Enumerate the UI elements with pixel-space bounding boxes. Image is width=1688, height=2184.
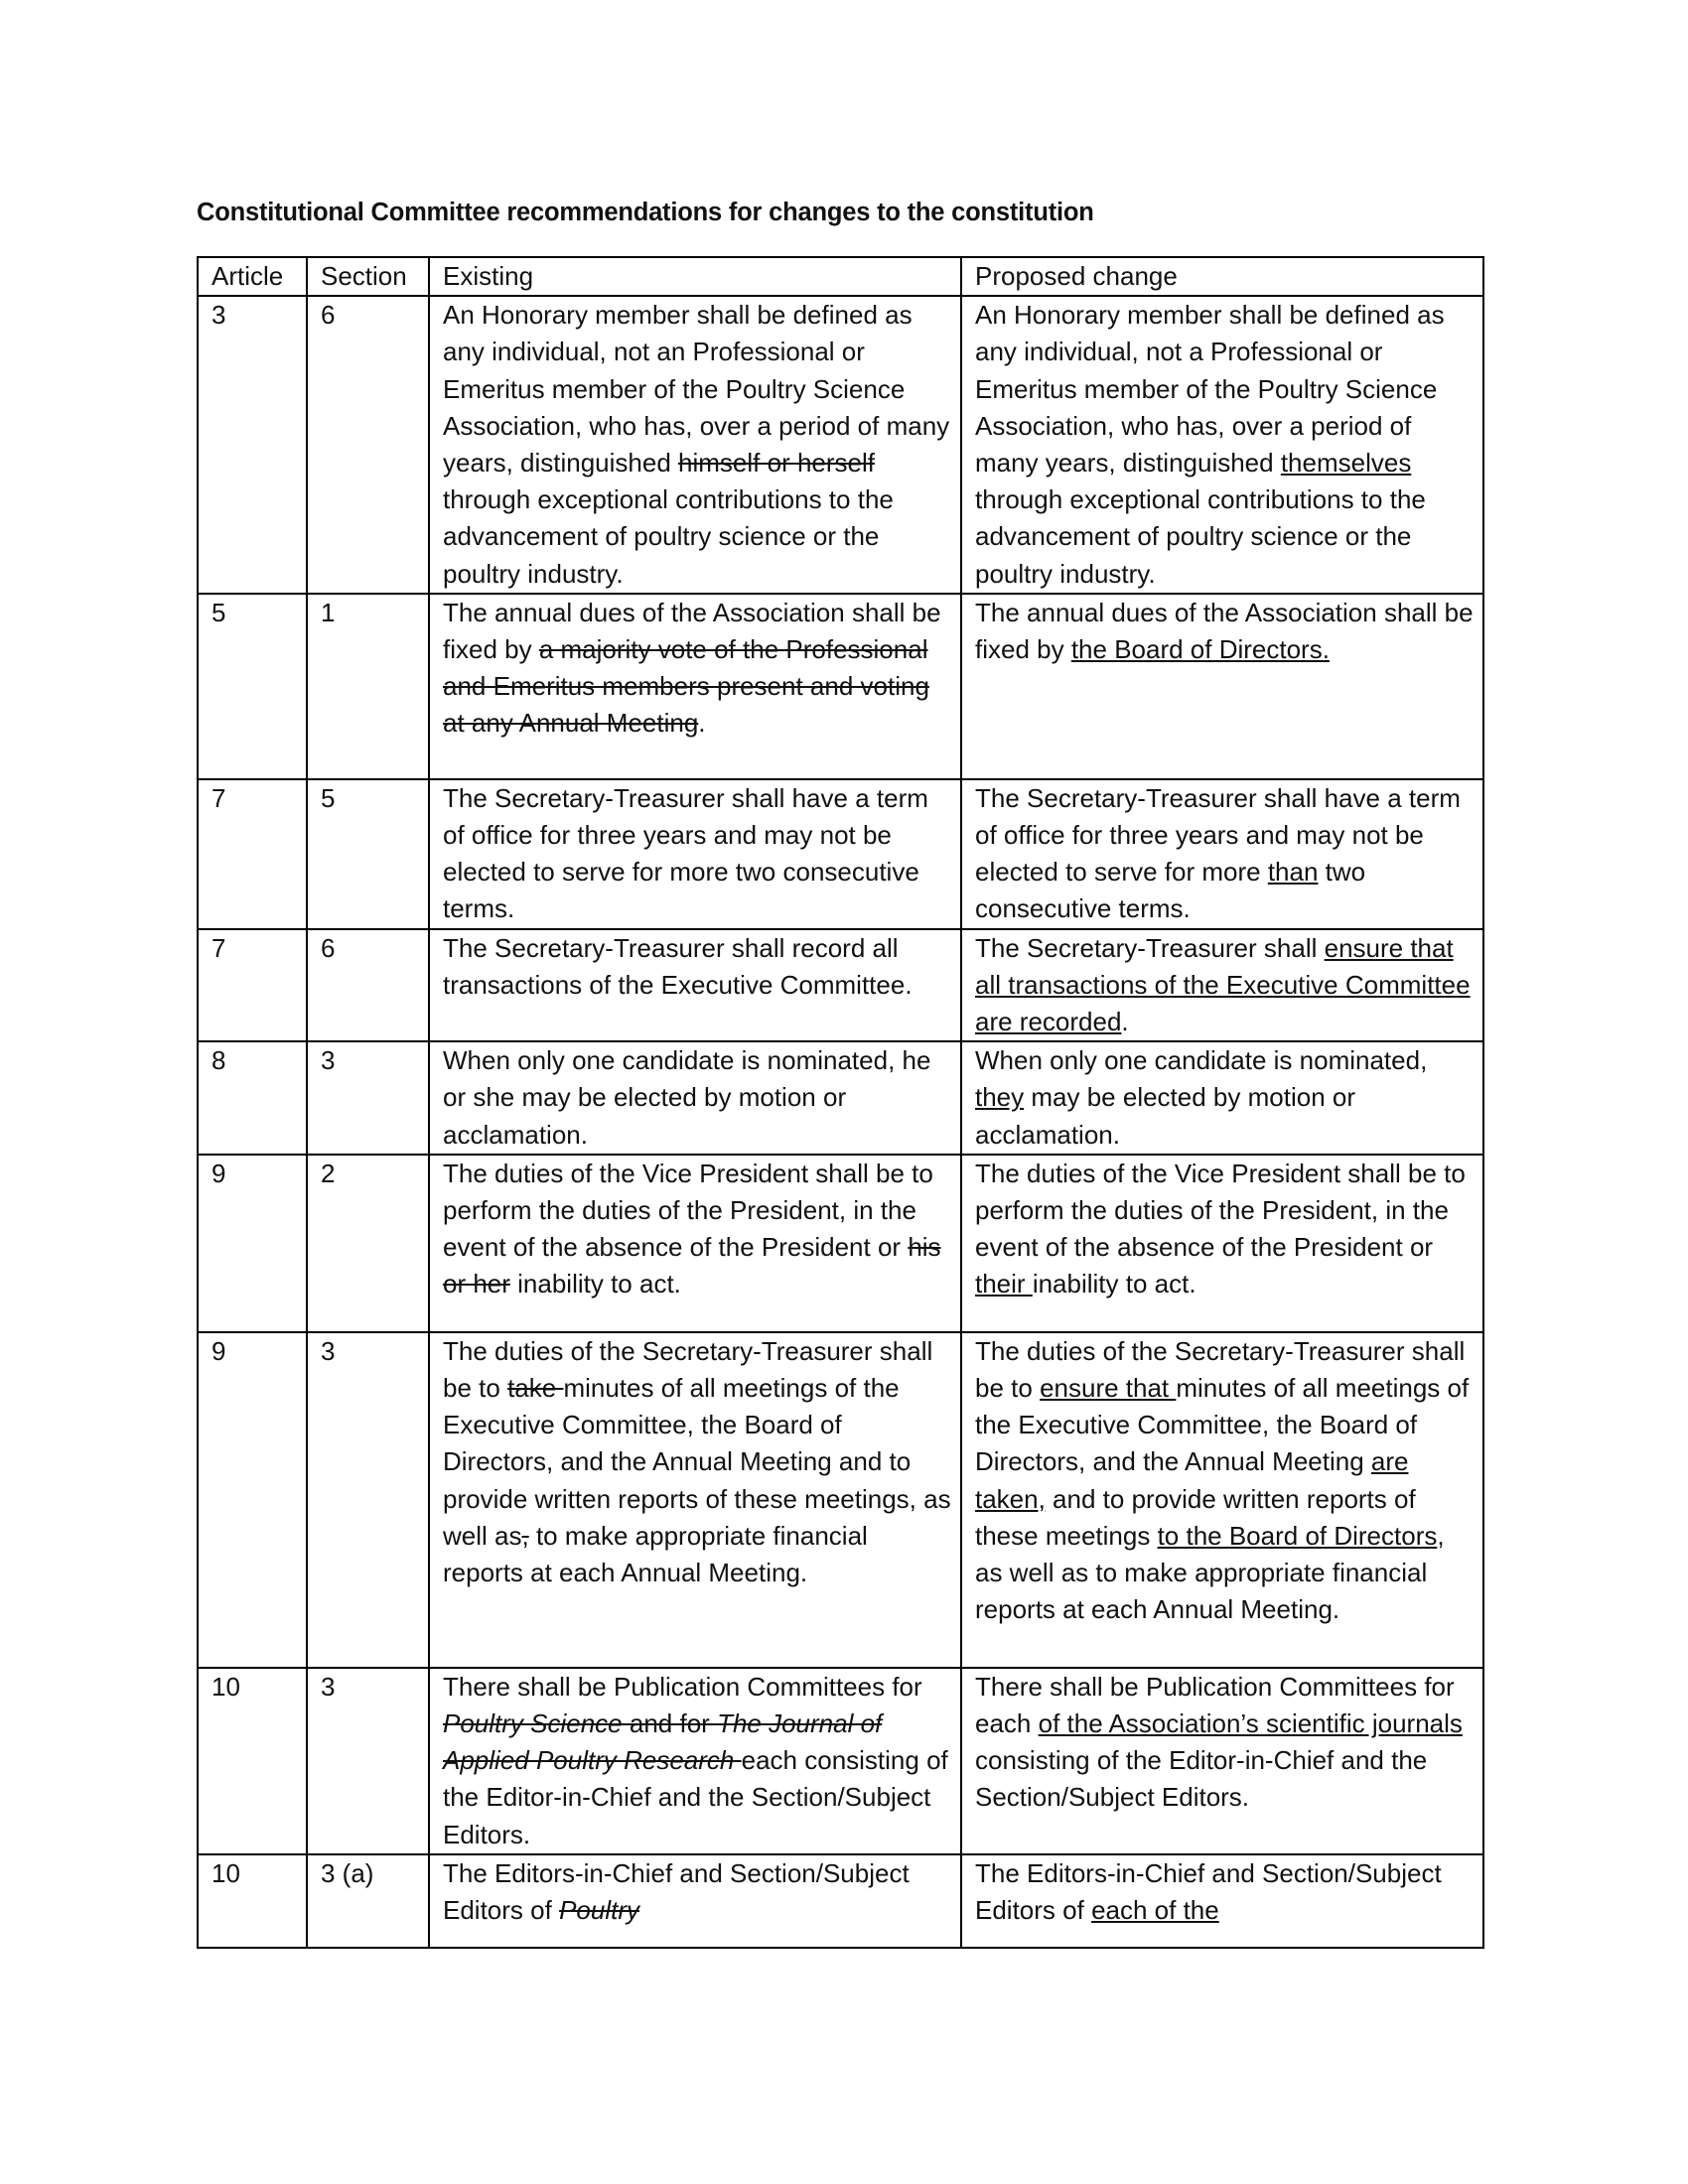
inserted-text: than (1267, 857, 1319, 887)
proposed-text-cell (961, 1155, 1483, 1332)
header-section: Section (307, 257, 429, 296)
section-cell: 3 (307, 1332, 429, 1668)
proposed-text-cell (961, 779, 1483, 929)
article-cell: 8 (198, 1041, 307, 1155)
text-segment: and to provide written reports of these meetings (975, 1483, 1416, 1551)
table-row (198, 1041, 1483, 1155)
table-row (198, 1668, 1483, 1854)
proposed-text-cell (961, 1854, 1483, 1948)
text-segment: . (698, 708, 706, 739)
section-cell: 2 (307, 1155, 429, 1332)
article-cell: 9 (198, 1332, 307, 1668)
section-cell: 5 (307, 779, 429, 929)
article-cell: 9 (198, 1155, 307, 1332)
text-segment: The Editors-in-Chief and Section/Subject Editors of (443, 1857, 910, 1926)
deleted-text: , (521, 1520, 529, 1551)
table-row (198, 929, 1483, 1042)
existing-text-cell (429, 1668, 961, 1854)
inserted-text: their (975, 1269, 1033, 1299)
text-segment: When only one candidate is nominated, (975, 1045, 1428, 1076)
existing-text-cell (429, 929, 961, 1042)
text-segment: two consecutive terms. (975, 857, 1366, 924)
text-segment: An Honorary member shall be defined as any individual, not a Professional or Emeritus member of the Poultry Science Association, who has, over a period of many years, distinguished (975, 300, 1445, 478)
text-segment: through exceptional contributions to the advancement of poultry science or the poultry industry. (443, 484, 894, 589)
text-segment: through exceptional contributions to the advancement of poultry science or the poultry industry. (975, 484, 1426, 589)
section-cell: 3 (307, 1041, 429, 1155)
deleted-text: take (507, 1373, 564, 1404)
inserted-text: to the Board of Directors (1157, 1520, 1438, 1551)
article-cell: 7 (198, 929, 307, 1042)
table-header-row (198, 257, 1483, 296)
header-proposed: Proposed change (961, 257, 1483, 296)
changes-table (197, 256, 1484, 1949)
deleted-text: a majority vote of the Professional and Emeritus members present and voting at any Annual Meeting (443, 634, 929, 739)
text-segment: to make appropriate financial reports at each Annual Meeting. (443, 1520, 868, 1588)
existing-text-cell (429, 1155, 961, 1332)
deleted-text: and for (622, 1708, 718, 1739)
table-row (198, 296, 1483, 594)
inserted-text: of the Association’s scientific journals (1038, 1708, 1463, 1739)
section-cell: 1 (307, 594, 429, 779)
text-segment: . (1121, 1007, 1129, 1037)
article-cell: 10 (198, 1668, 307, 1854)
table-row (198, 1332, 1483, 1668)
table-row (198, 594, 1483, 779)
inserted-text: themselves (1280, 448, 1412, 478)
text-segment: The Secretary-Treasurer shall record all transactions of the Executive Committee. (443, 932, 913, 1000)
text-segment: An Honorary member shall be defined as any individual, not an Professional or Emeritus member of the Poultry Science Association, who has, over a period of many years, distinguished (443, 300, 950, 478)
article-cell: 10 (198, 1854, 307, 1948)
text-segment: There shall be Publication Committees for (443, 1671, 922, 1702)
article-cell: 7 (198, 779, 307, 929)
inserted-text: are taken, (975, 1446, 1409, 1514)
header-article: Article (198, 257, 307, 296)
proposed-text-cell (961, 296, 1483, 594)
text-segment: , as well as to make appropriate financial reports at each Annual Meeting. (975, 1520, 1445, 1625)
text-segment: The Secretary-Treasurer shall have a term of office for three years and may not be elected to serve for more (975, 782, 1461, 887)
text-segment: The duties of the Secretary-Treasurer shall be to (443, 1335, 933, 1404)
text-segment: may be elected by motion or acclamation. (975, 1082, 1355, 1150)
table-body (198, 296, 1483, 1948)
inserted-text: they (975, 1082, 1025, 1113)
text-segment: minutes of all meetings of the Executive Committee, the Board of Directors, and the Annual Meeting (975, 1373, 1470, 1477)
text-segment: each consisting of the Editor-in-Chief and the Section/Subject Editors. (443, 1745, 948, 1849)
inserted-text: each of the (1091, 1895, 1219, 1926)
inserted-text: ensure that all transactions of the Executive Committee are recorded (975, 932, 1471, 1037)
text-segment: The duties of the Vice President shall be to perform the duties of the President, in the event of the absence of the President or (975, 1158, 1466, 1263)
article-cell: 5 (198, 594, 307, 779)
text-segment: minutes of all meetings of the Executive Committee, the Board of Directors, and the Annual Meeting and to provide written reports of these meetings, as well as (443, 1373, 951, 1551)
section-cell: 6 (307, 929, 429, 1042)
text-segment: When only one candidate is nominated, he or she may be elected by motion or acclamation. (443, 1045, 931, 1150)
section-cell: 3 (a) (307, 1854, 429, 1948)
proposed-text-cell (961, 1041, 1483, 1155)
deleted-text: Poultry Science (443, 1708, 623, 1739)
deleted-text: Poultry (559, 1895, 639, 1926)
table-row (198, 1155, 1483, 1332)
deleted-text: himself or herself (678, 448, 875, 478)
inserted-text: ensure that (1040, 1373, 1177, 1404)
existing-text-cell (429, 594, 961, 779)
proposed-text-cell (961, 929, 1483, 1042)
text-segment: The Secretary-Treasurer shall have a term of office for three years and may not be elected to serve for more two consecutive terms. (443, 782, 928, 924)
existing-text-cell (429, 1332, 961, 1668)
existing-text-cell (429, 779, 961, 929)
table-row (198, 1854, 1483, 1948)
inserted-text: the Board of Directors. (1070, 634, 1330, 665)
table-row (198, 779, 1483, 929)
text-segment: The duties of the Vice President shall be to perform the duties of the President, in the event of the absence of the President or (443, 1158, 933, 1263)
article-cell: 3 (198, 296, 307, 594)
text-segment: consisting of the Editor-in-Chief and the Section/Subject Editors. (975, 1745, 1428, 1813)
text-segment: The Secretary-Treasurer shall (975, 932, 1325, 963)
text-segment: The duties of the Secretary-Treasurer shall be to (975, 1335, 1466, 1404)
text-segment: There shall be Publication Committees for each (975, 1671, 1455, 1739)
text-segment: The annual dues of the Association shall be fixed by (443, 597, 941, 665)
existing-text-cell (429, 296, 961, 594)
proposed-text-cell (961, 594, 1483, 779)
proposed-text-cell (961, 1332, 1483, 1668)
header-existing: Existing (429, 257, 961, 296)
text-segment: The annual dues of the Association shall be fixed by (975, 597, 1474, 665)
proposed-text-cell (961, 1668, 1483, 1854)
page-title: Constitutional Committee recommendations for changes to the constitution (197, 199, 1094, 226)
section-cell: 6 (307, 296, 429, 594)
deleted-text: his or her (443, 1232, 941, 1299)
section-cell: 3 (307, 1668, 429, 1854)
text-segment: inability to act. (509, 1269, 681, 1299)
existing-text-cell (429, 1854, 961, 1948)
existing-text-cell (429, 1041, 961, 1155)
deleted-text: The Journal of Applied Poultry Research (443, 1708, 883, 1776)
text-segment: inability to act. (1032, 1269, 1196, 1299)
text-segment: The Editors-in-Chief and Section/Subject Editors of (975, 1857, 1442, 1926)
deleted-text (734, 1745, 741, 1775)
